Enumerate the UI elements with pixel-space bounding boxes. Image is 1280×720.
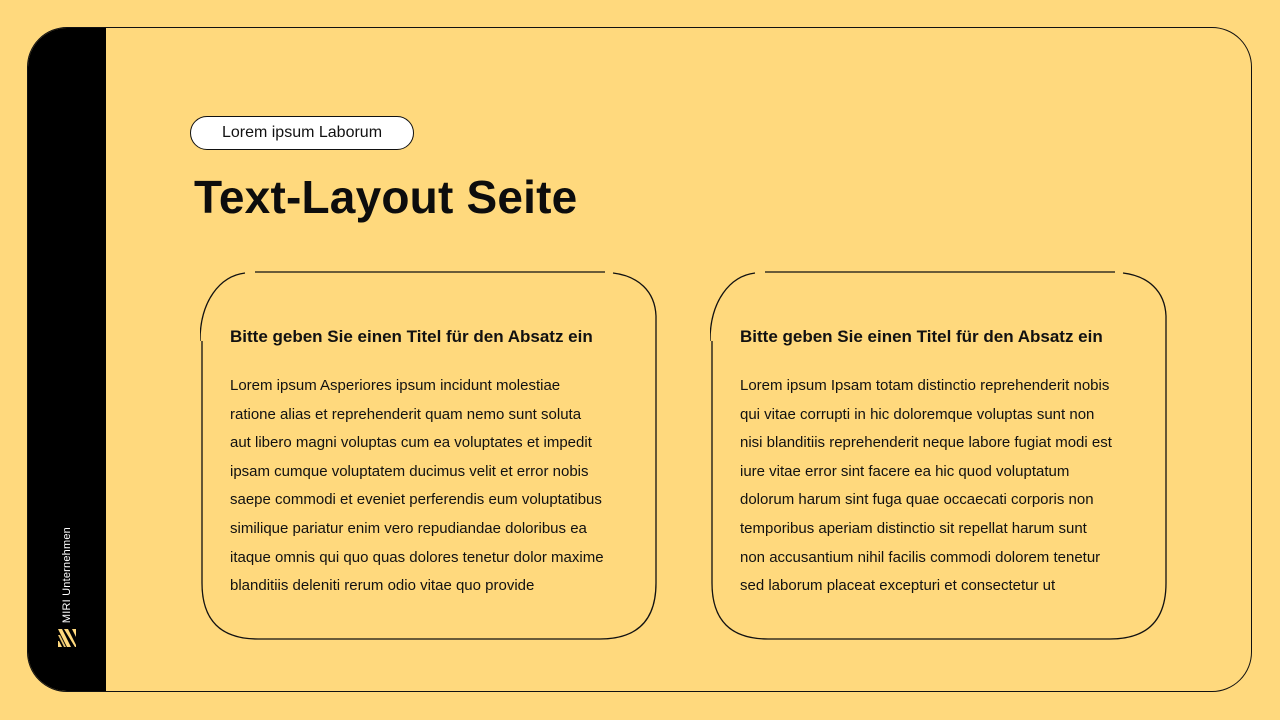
card-text-line: Lorem ipsum Asperiores ipsum incidunt molestiae — [230, 377, 561, 394]
section-tag: Lorem ipsum Laborum — [190, 116, 414, 150]
card-text-line: aut libero magni voluptas cum ea voluptates et impedit — [230, 434, 592, 452]
card-text-line: itaque omnis qui quo quas dolores tenetur dolor maxime — [230, 548, 604, 566]
card-text-line: saepe commodi et eveniet perferendis eum voluptatibus — [230, 491, 602, 509]
card-text-line: qui vitae corrupti in hic doloremque voluptas sunt non — [740, 405, 1095, 423]
card-text-line: ratione alias et reprehenderit quam nemo sunt soluta — [230, 405, 582, 423]
card-text-line: non accusantium nihil facilis commodi dolorem tenetur — [740, 548, 1101, 566]
card-body — [740, 372, 1150, 601]
card-text-line: blanditiis deleniti rerum odio vitae quo provide — [230, 577, 535, 595]
brand — [58, 527, 76, 647]
brand-name: MIRI Unternehmen — [61, 526, 73, 623]
card-title: Bitte geben Sie einen Titel für den Absatz ein — [230, 327, 593, 346]
text-card-1 — [200, 271, 658, 641]
card-text-line: temporibus aperiam distinctio sit repellat harum sunt — [740, 519, 1087, 537]
card-text-line: Lorem ipsum Ipsam totam distinctio reprehenderit nobis — [740, 377, 1110, 394]
card-text-line: nisi blanditiis reprehenderit neque labore fugiat modi est — [740, 434, 1112, 452]
page-title: Text-Layout Seite — [194, 171, 578, 223]
card-text-line: similique pariatur enim vero repudiandae doloribus ea — [230, 519, 587, 537]
card-body — [230, 372, 640, 601]
slide-frame — [27, 27, 1252, 692]
card-text-line: ipsam cumque voluptatem ducimus velit et error nobis — [230, 462, 589, 480]
card-text-line: iure vitae error sint facere ea hic quod voluptatum — [740, 462, 1070, 480]
card-text-line: sed laborum placeat excepturi et consectetur ut — [740, 577, 1056, 595]
card-title: Bitte geben Sie einen Titel für den Absatz ein — [740, 327, 1103, 346]
miri-logo-icon — [58, 629, 76, 647]
sidebar — [28, 28, 106, 691]
text-card-2 — [710, 271, 1168, 641]
card-text-line: dolorum harum sint fuga quae occaecati corporis non — [740, 491, 1094, 509]
